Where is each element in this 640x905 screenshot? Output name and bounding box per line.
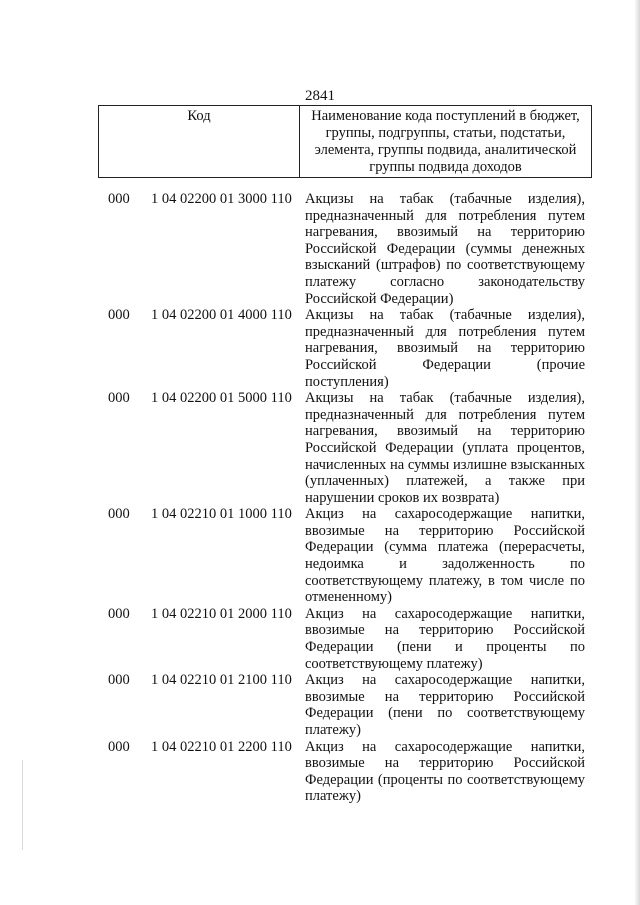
row-budget-code: 1 04 02200 01 3000 110 xyxy=(151,191,292,207)
row-budget-code: 1 04 02210 01 1000 110 xyxy=(151,506,292,523)
row-admin-code: 000 xyxy=(108,307,130,324)
row-admin-code: 000 xyxy=(108,605,130,622)
row-name: Акцизы на табак (табачные изделия), предназначенный для потребления путем нагревания, ввозимый на территорию Российской Федерации (суммы денежных взысканий (штрафов) по соответствующему платежу согласно законодательству Российской Федерации) xyxy=(305,191,585,307)
row-budget-code: 1 04 02210 01 2200 110 xyxy=(151,738,292,755)
table-row xyxy=(0,672,640,738)
table-row xyxy=(0,191,640,307)
row-budget-code: 1 04 02210 01 2000 110 xyxy=(151,605,292,622)
table-body xyxy=(0,191,640,805)
header-code-label: Код xyxy=(99,106,300,177)
row-budget-code: 1 04 02210 01 2100 110 xyxy=(151,672,292,689)
table-header xyxy=(98,105,592,178)
table-row xyxy=(0,739,640,805)
row-admin-code: 000 xyxy=(108,672,130,689)
row-name: Акциз на сахаросодержащие напитки, ввозимые на территорию Российской Федерации (проценты по соответствующему платежу) xyxy=(305,738,585,805)
table-row xyxy=(0,506,640,606)
row-admin-code: 000 xyxy=(108,390,130,407)
table-row xyxy=(0,307,640,390)
row-budget-code: 1 04 02200 01 5000 110 xyxy=(151,390,292,407)
row-name: Акцизы на табак (табачные изделия), предназначенный для потребления путем нагревания, ввозимый на территорию Российской Федерации (уплата процентов, начисленных на суммы излишне взысканных (уплаченных) платежей, а также при нарушении сроков их возврата) xyxy=(305,390,585,506)
page-number: 2841 xyxy=(305,88,335,104)
row-name: Акцизы на табак (табачные изделия), предназначенный для потребления путем нагревания, ввозимый на территорию Российской Федерации (прочие поступления) xyxy=(305,307,585,390)
row-name: Акциз на сахаросодержащие напитки, ввозимые на территорию Российской Федерации (сумма платежа (перерасчеты, недоимка и задолженность по соответствующему платежу, в том числе по отмененному) xyxy=(305,506,585,606)
row-admin-code: 000 xyxy=(108,738,130,755)
row-admin-code: 000 xyxy=(108,506,130,523)
header-name-label: Наименование кода поступлений в бюджет, группы, подгруппы, статьи, подстатьи, элемента, группы подвида, аналитической группы подвида доходов xyxy=(311,108,580,175)
row-name: Акциз на сахаросодержащие напитки, ввозимые на территорию Российской Федерации (пени по соответствующему платежу) xyxy=(305,672,585,738)
row-name: Акциз на сахаросодержащие напитки, ввозимые на территорию Российской Федерации (пени и проценты по соответствующему платежу) xyxy=(305,605,585,672)
row-admin-code: 000 xyxy=(108,191,130,207)
table-row xyxy=(0,606,640,672)
row-budget-code: 1 04 02200 01 4000 110 xyxy=(151,307,292,324)
table-row xyxy=(0,390,640,506)
